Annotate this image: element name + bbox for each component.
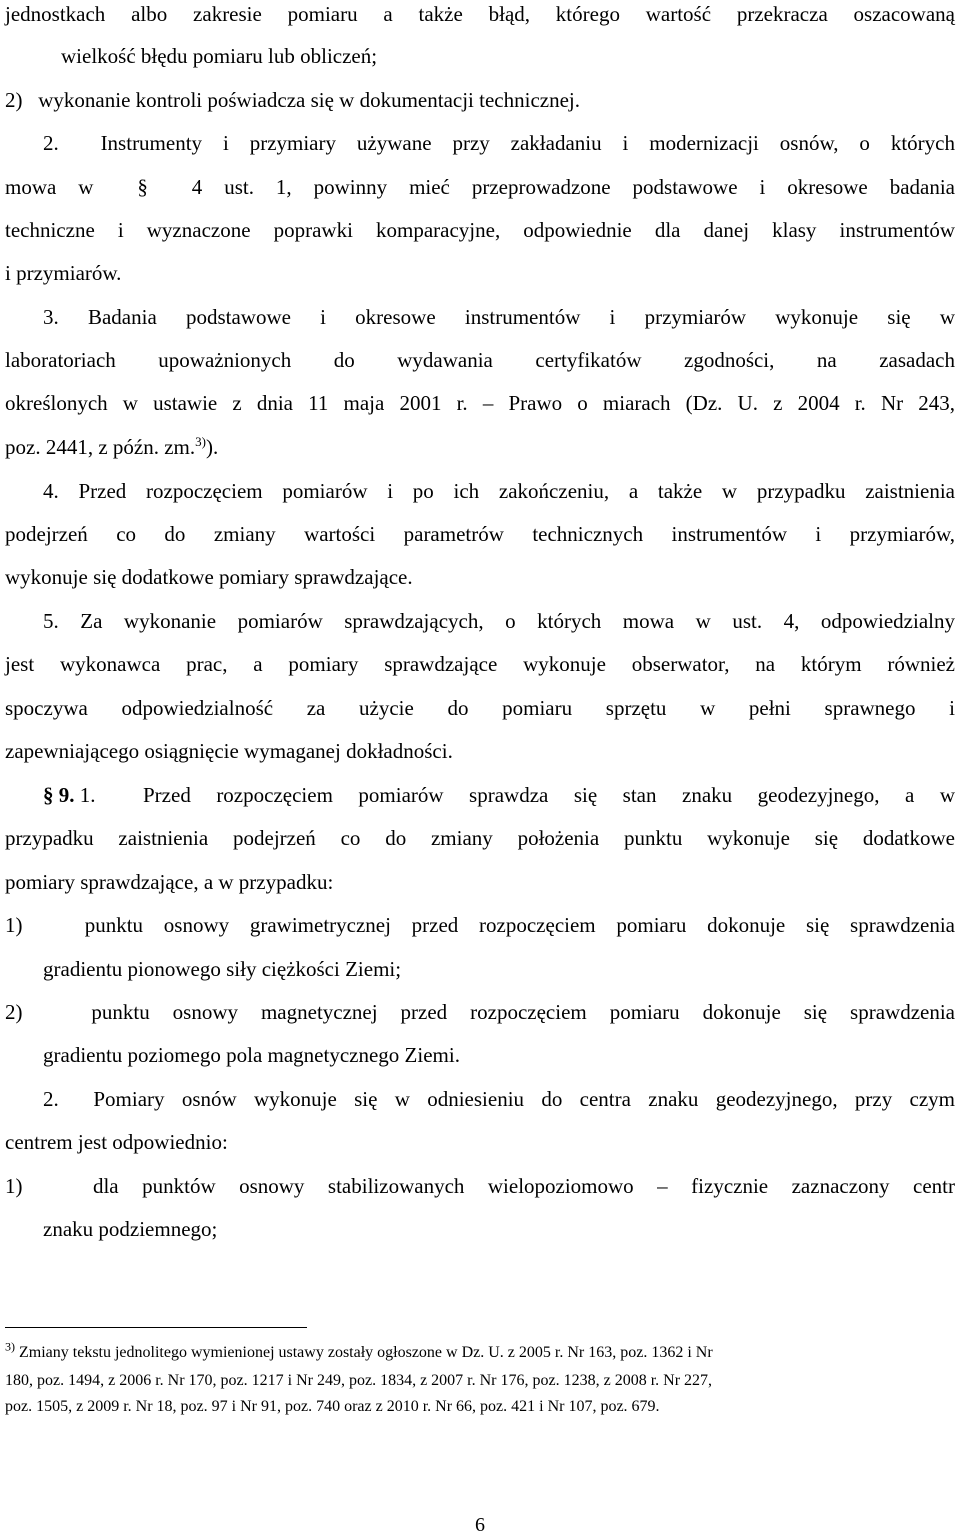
text-line: wielkość błędu pomiaru lub obliczeń;: [61, 44, 378, 68]
list-item-2: 2) punktu osnowy magnetycznej przed rozpoczęciem pomiaru dokonuje się sprawdzenia: [5, 1000, 955, 1024]
text-line: znaku podziemnego;: [43, 1217, 218, 1241]
text-line: przypadku zaistnienia podejrzeń co do zmiany położenia punktu wykonuje się dodatkowe: [5, 826, 955, 850]
text-line: pomiary sprawdzające, a w przypadku:: [5, 870, 334, 894]
text-segment: poz. 2441, z późn. zm.: [5, 435, 196, 459]
text-line: laboratoriach upoważnionych do wydawania certyfikatów zgodności, na zasadach: [5, 348, 955, 372]
section-number: § 9.: [43, 783, 75, 807]
footnote-separator: [5, 1327, 307, 1328]
footnote-text: Zmiany tekstu jednolitego wymienionej ustawy zostały ogłoszone w Dz. U. z 2005 r. Nr 163, poz. 1362 i Nr: [19, 1344, 713, 1361]
paragraph-5-start: 5. Za wykonanie pomiarów sprawdzających, o których mowa w ust. 4, odpowiedzialny: [43, 609, 955, 633]
section-9-text: Przed rozpoczęciem pomiarów sprawdza się stan znaku geodezyjnego, a w: [143, 783, 955, 807]
list-item-1: 1) dla punktów osnowy stabilizowanych wielopoziomowo – fizycznie zaznaczony centr: [5, 1174, 955, 1198]
page-number: 6: [475, 1514, 485, 1536]
text-line: określonych w ustawie z dnia 11 maja 2001 r. – Prawo o miarach (Dz. U. z 2004 r. Nr 243,: [5, 391, 955, 415]
text-line: i przymiarów.: [5, 261, 122, 285]
text-line: wykonuje się dodatkowe pomiary sprawdzające.: [5, 565, 413, 589]
section-heading: [43, 781, 147, 809]
text-line: gradientu poziomego pola magnetycznego Ziemi.: [43, 1043, 460, 1067]
paragraph-4-start: 4. Przed rozpoczęciem pomiarów i po ich zakończeniu, a także w przypadku zaistnienia: [43, 479, 955, 503]
paragraph-number: 1.: [79, 783, 96, 807]
text-line: jednostkach albo zakresie pomiaru a także błąd, którego wartość przekracza oszacowaną: [5, 2, 955, 26]
footnote-reference: 3): [195, 434, 206, 449]
footnote-line: 180, poz. 1494, z 2006 r. Nr 170, poz. 1217 i Nr 249, poz. 1834, z 2007 r. Nr 176, poz. 1238, z 2008 r. Nr 227,: [5, 1372, 713, 1389]
text-line: zapewniającego osiągnięcie wymaganej dokładności.: [5, 739, 453, 763]
text-line: centrem jest odpowiednio:: [5, 1130, 228, 1154]
text-line: techniczne i wyznaczone poprawki komparacyjne, odpowiednie dla danej klasy instrumentów: [5, 218, 955, 242]
list-item-2: 2) wykonanie kontroli poświadcza się w dokumentacji technicznej.: [5, 88, 580, 112]
footnote-marker: 3): [5, 1339, 15, 1354]
text-line: spoczywa odpowiedzialność za użycie do pomiaru sprzętu w pełni sprawnego i: [5, 696, 955, 720]
text-line-with-reference: [5, 433, 955, 461]
footnote-line: poz. 1505, z 2009 r. Nr 18, poz. 97 i Nr 91, poz. 740 oraz z 2010 r. Nr 66, poz. 421 i Nr 107, poz. 679.: [5, 1398, 660, 1415]
footnote-line: [5, 1341, 955, 1365]
text-line: jest wykonawca prac, a pomiary sprawdzające wykonuje obserwator, na którym również: [5, 652, 955, 676]
paragraph-2-start: 2. Instrumenty i przymiary używane przy zakładaniu i modernizacji osnów, o których: [43, 131, 955, 155]
paragraph-3-start: 3. Badania podstawowe i okresowe instrumentów i przymiarów wykonuje się w: [43, 305, 955, 329]
text-line: podejrzeń co do zmiany wartości parametrów technicznych instrumentów i przymiarów,: [5, 522, 955, 546]
paragraph-2-start: 2. Pomiary osnów wykonuje się w odniesieniu do centra znaku geodezyjnego, przy czym: [43, 1087, 955, 1111]
text-line: gradientu pionowego siły ciężkości Ziemi;: [43, 957, 402, 981]
text-line: mowa w § 4 ust. 1, powinny mieć przeprowadzone podstawowe i okresowe badania: [5, 175, 955, 199]
text-segment: ).: [205, 435, 219, 459]
list-item-1: 1) punktu osnowy grawimetrycznej przed rozpoczęciem pomiaru dokonuje się sprawdzenia: [5, 913, 955, 937]
